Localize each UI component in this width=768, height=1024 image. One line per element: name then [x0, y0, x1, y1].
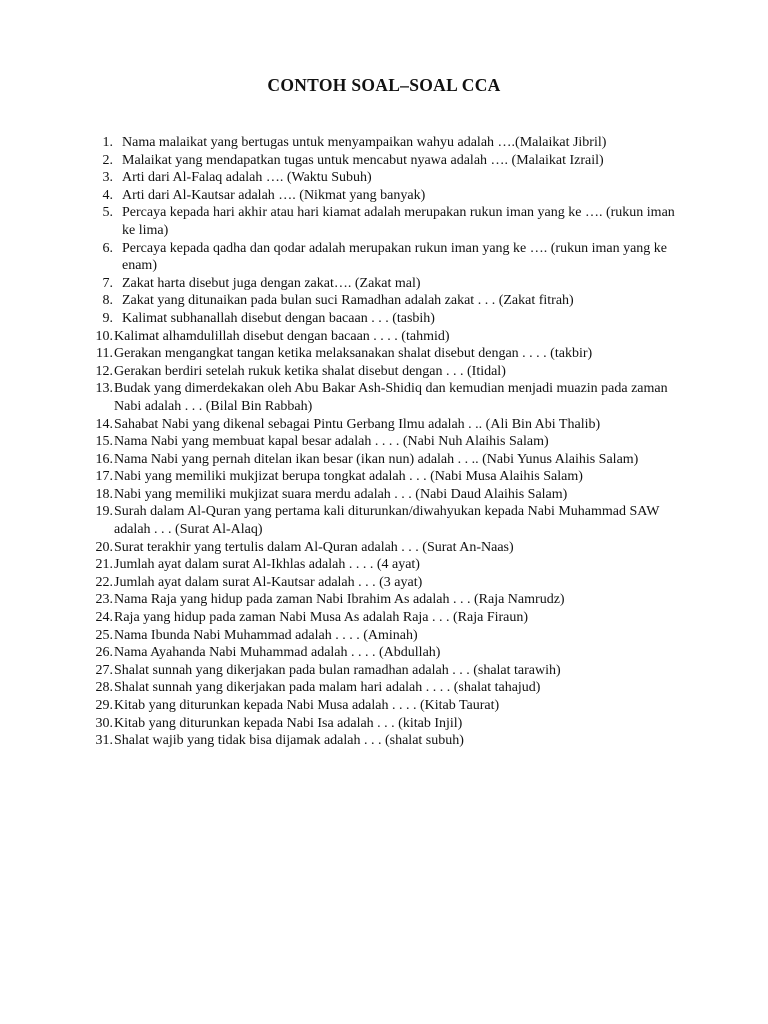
list-item	[86, 152, 686, 170]
question-number: 30.	[95, 715, 113, 731]
question-text: Jumlah ayat dalam surat Al-Ikhlas adalah . . . . (4 ayat)	[114, 557, 420, 573]
list-item	[86, 433, 686, 451]
list-item	[86, 591, 686, 609]
question-text: Arti dari Al-Kautsar adalah …. (Nikmat yang banyak)	[122, 187, 426, 203]
page-title: CONTOH SOAL–SOAL CCA	[267, 75, 501, 95]
question-number: 29.	[95, 698, 113, 713]
question-number: 5.	[102, 205, 113, 221]
question-text: Nabi yang memiliki mukjizat berupa tongkat adalah . . . (Nabi Musa Alaihis Salam)	[114, 469, 583, 485]
question-number: 14.	[95, 416, 113, 432]
question-text: Zakat harta disebut juga dengan zakat…. (Zakat mal)	[122, 275, 421, 291]
question-text: Sahabat Nabi yang dikenal sebagai Pintu Gerbang Ilmu adalah . .. (Ali Bin Abi Thalib)	[114, 416, 601, 432]
question-text: Shalat sunnah yang dikerjakan pada malam hari adalah . . . . (shalat tahajud)	[114, 680, 541, 696]
list-item	[86, 556, 686, 574]
list-item	[86, 574, 686, 592]
question-text: Nabi yang memiliki mukjizat suara merdu adalah . . . (Nabi Daud Alaihis Salam)	[114, 486, 568, 502]
question-text: Nama Ibunda Nabi Muhammad adalah . . . . (Aminah)	[114, 627, 418, 643]
question-text: Nama Ayahanda Nabi Muhammad adalah . . . . (Abdullah)	[114, 645, 441, 661]
question-text: Nama Raja yang hidup pada zaman Nabi Ibrahim As adalah . . . (Raja Namrudz)	[114, 592, 565, 608]
question-text: Arti dari Al-Falaq adalah …. (Waktu Subuh)	[122, 170, 372, 186]
question-number: 3.	[102, 170, 113, 186]
question-number: 13.	[95, 381, 113, 397]
question-text: Jumlah ayat dalam surat Al-Kautsar adalah . . . (3 ayat)	[114, 574, 423, 590]
list-item	[86, 345, 686, 363]
question-text: Nama Nabi yang membuat kapal besar adalah . . . . (Nabi Nuh Alaihis Salam)	[114, 434, 549, 450]
list-item	[86, 486, 686, 504]
question-number: 26.	[95, 645, 113, 661]
list-item	[86, 662, 686, 680]
question-number: 25.	[95, 627, 113, 643]
question-text: Kitab yang diturunkan kepada Nabi Musa adalah . . . . (Kitab Taurat)	[114, 698, 500, 713]
list-item	[86, 328, 686, 346]
question-number: 21.	[95, 557, 113, 573]
question-number: 23.	[95, 592, 113, 608]
question-number: 27.	[95, 662, 113, 678]
question-number: 7.	[102, 275, 113, 291]
question-text: Percaya kepada qadha dan qodar adalah merupakan rukun iman yang ke …. (rukun iman yang ke enam)	[122, 240, 668, 274]
question-text: Kalimat subhanallah disebut dengan bacaan . . . (tasbih)	[122, 310, 435, 326]
question-number: 15.	[95, 434, 113, 450]
list-item	[86, 363, 686, 381]
question-text: Surah dalam Al-Quran yang pertama kali diturunkan/diwahyukan kepada Nabi Muhammad SAW adalah . . . (Surat Al-Alaq)	[114, 504, 660, 538]
question-text: Raja yang hidup pada zaman Nabi Musa As adalah Raja . . . (Raja Firaun)	[114, 610, 529, 626]
question-number: 17.	[95, 469, 113, 485]
question-text: Shalat wajib yang tidak bisa dijamak adalah . . . (shalat subuh)	[114, 733, 464, 749]
question-text: Kitab yang diturunkan kepada Nabi Isa adalah . . . (kitab Injil)	[114, 715, 463, 731]
question-number: 10.	[95, 328, 113, 344]
question-text: Kalimat alhamdulillah disebut dengan bacaan . . . . (tahmid)	[114, 328, 450, 344]
list-item	[86, 310, 686, 328]
question-text: Malaikat yang mendapatkan tugas untuk mencabut nyawa adalah …. (Malaikat Izrail)	[122, 152, 604, 168]
list-item	[86, 697, 686, 715]
list-item	[86, 715, 686, 733]
question-text: Percaya kepada hari akhir atau hari kiamat adalah merupakan rukun iman yang ke …. (rukun iman ke lima)	[122, 205, 675, 238]
question-text: Nama Nabi yang pernah ditelan ikan besar (ikan nun) adalah . . .. (Nabi Yunus Alaihis Salam)	[114, 451, 639, 467]
question-number: 24.	[95, 610, 113, 626]
list-item	[86, 503, 686, 538]
question-number: 19.	[95, 504, 113, 520]
list-item	[86, 204, 686, 239]
list-item	[86, 275, 686, 293]
question-number: 12.	[95, 363, 113, 379]
question-number: 18.	[95, 486, 113, 502]
question-text: Shalat sunnah yang dikerjakan pada bulan ramadhan adalah . . . (shalat tarawih)	[114, 662, 561, 678]
list-item	[86, 451, 686, 469]
question-number: 6.	[102, 240, 113, 256]
question-number: 31.	[95, 733, 113, 749]
list-item	[86, 292, 686, 310]
question-number: 4.	[102, 187, 113, 203]
question-number: 22.	[95, 574, 113, 590]
question-number: 28.	[95, 680, 113, 696]
question-number: 20.	[95, 539, 113, 555]
question-number: 8.	[102, 293, 113, 309]
question-text: Gerakan mengangkat tangan ketika melaksanakan shalat disebut dengan . . . . (takbir)	[114, 346, 593, 362]
list-item	[86, 679, 686, 697]
question-text: Surat terakhir yang tertulis dalam Al-Quran adalah . . . (Surat An-Naas)	[114, 539, 514, 555]
list-item	[86, 732, 686, 750]
list-item	[86, 627, 686, 645]
question-text: Budak yang dimerdekakan oleh Abu Bakar Ash-Shidiq dan kemudian menjadi muazin pada zaman Nabi adalah . . . (Bilal Bin Rabbah)	[114, 381, 668, 414]
question-number: 11.	[96, 346, 113, 362]
question-number: 16.	[95, 451, 113, 467]
list-item	[86, 644, 686, 662]
list-item	[86, 468, 686, 486]
list-item	[86, 187, 686, 205]
list-item	[86, 169, 686, 187]
list-item	[86, 416, 686, 434]
list-item	[86, 539, 686, 557]
list-item	[86, 609, 686, 627]
question-number: 2.	[102, 152, 113, 168]
question-text: Zakat yang ditunaikan pada bulan suci Ramadhan adalah zakat . . . (Zakat fitrah)	[122, 293, 574, 309]
question-number: 9.	[102, 310, 113, 326]
list-item	[86, 380, 686, 415]
list-item	[86, 240, 686, 275]
question-text: Gerakan berdiri setelah rukuk ketika shalat disebut dengan . . . (Itidal)	[114, 363, 506, 379]
question-number: 1.	[102, 135, 113, 150]
question-text: Nama malaikat yang bertugas untuk menyampaikan wahyu adalah ….(Malaikat Jibril)	[122, 135, 607, 150]
question-list	[86, 134, 686, 750]
list-item	[86, 134, 686, 152]
